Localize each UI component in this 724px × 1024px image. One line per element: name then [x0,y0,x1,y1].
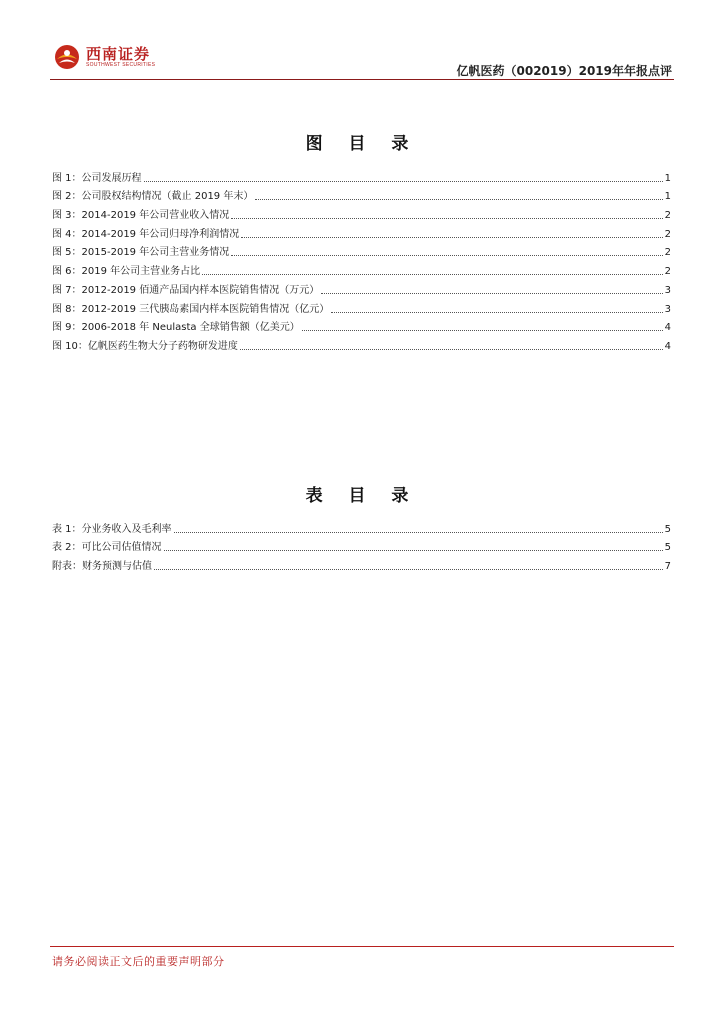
toc-entry-label: 图 8：2012-2019 三代胰岛素国内样本医院销售情况（亿元） [52,303,330,315]
toc-entry-label: 附表：财务预测与估值 [52,561,152,573]
figure-toc-entry[interactable] [52,316,671,335]
toc-entry-label: 图 4：2014-2019 年公司归母净利润情况 [52,228,240,240]
toc-entry-label: 图 6：2019 年公司主营业务占比 [52,266,201,278]
toc-leader-dots [231,218,662,219]
figure-toc-entry[interactable] [52,259,671,278]
toc-leader-dots [331,312,662,313]
toc-page-number: 2 [664,228,671,240]
toc-leader-dots [174,532,663,533]
tables-toc-list [52,517,671,573]
toc-page-number: 5 [664,523,671,535]
toc-page-number: 7 [664,561,671,573]
toc-page-number: 2 [664,266,671,278]
toc-leader-dots [241,237,662,238]
toc-page-number: 3 [664,284,671,296]
figure-toc-entry[interactable] [52,166,671,185]
page-header [0,0,724,80]
logo-english-name: SOUTHWEST SECURITIES [86,61,156,68]
toc-leader-dots [302,330,663,331]
table-toc-entry[interactable] [52,536,671,555]
figure-toc-entry[interactable] [52,241,671,260]
toc-page-number: 2 [664,247,671,259]
toc-leader-dots [231,255,662,256]
toc-entry-label: 图 2：公司股权结构情况（截止 2019 年末） [52,191,254,203]
toc-page-number: 4 [664,340,671,352]
company-logo [54,44,155,70]
logo-chinese-name: 西南证券 [86,44,151,63]
figure-toc-entry[interactable] [52,278,671,297]
tables-toc-title: 表 目 录 [305,486,419,506]
footer-disclaimer: 请务必阅读正文后的重要声明部分 [52,955,225,968]
figure-toc-entry[interactable] [52,297,671,316]
toc-entry-label: 图 9：2006-2018 年 Neulasta 全球销售额（亿美元） [52,322,300,334]
toc-entry-label: 图 7：2012-2019 佰通产品国内样本医院销售情况（万元） [52,284,320,296]
table-toc-entry[interactable] [52,554,671,573]
figure-toc-entry[interactable] [52,203,671,222]
figure-toc-entry[interactable] [52,185,671,204]
toc-leader-dots [164,550,663,551]
toc-page-number: 4 [664,322,671,334]
toc-entry-label: 图 3：2014-2019 年公司营业收入情况 [52,210,230,222]
figures-toc-title: 图 目 录 [305,134,419,154]
toc-entry-label: 图 1：公司发展历程 [52,172,142,184]
toc-leader-dots [321,293,662,294]
toc-leader-dots [154,569,663,570]
figure-toc-entry[interactable] [52,334,671,353]
toc-entry-label: 表 2：可比公司估值情况 [52,542,162,554]
toc-leader-dots [144,181,663,182]
toc-page-number: 5 [664,542,671,554]
toc-page-number: 2 [664,210,671,222]
header-divider [50,79,674,80]
toc-entry-label: 表 1：分业务收入及毛利率 [52,523,172,535]
footer-divider [50,946,674,947]
table-toc-entry[interactable] [52,517,671,536]
toc-page-number: 3 [664,303,671,315]
report-title: 亿帆医药（002019）2019年年报点评 [456,64,672,78]
figures-toc-list [52,166,671,353]
toc-leader-dots [255,199,662,200]
figure-toc-entry[interactable] [52,222,671,241]
toc-leader-dots [240,349,663,350]
toc-entry-label: 图 5：2015-2019 年公司主营业务情况 [52,247,230,259]
toc-entry-label: 图 10：亿帆医药生物大分子药物研发进度 [52,340,238,352]
toc-leader-dots [202,274,662,275]
toc-page-number: 1 [664,172,671,184]
southwest-securities-logo-icon [54,44,80,70]
toc-page-number: 1 [664,191,671,203]
